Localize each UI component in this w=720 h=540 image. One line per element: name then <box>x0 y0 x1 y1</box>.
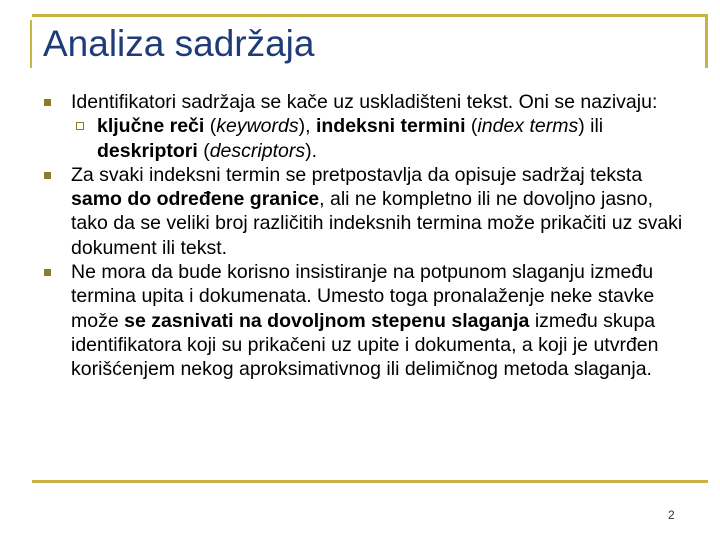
bullet-item <box>44 260 684 381</box>
bold-text: se zasnivati na dovoljnom stepenu slaganja <box>124 309 530 332</box>
slide-title: Analiza sadržaja <box>43 23 315 64</box>
text-run: , ali ne kompletno ili ne dovoljno jasno, tako da se veliki broj različitih indeksnih termina može prikačiti uz svaki dokument ili tekst. <box>71 188 683 259</box>
bullet-item <box>44 163 684 260</box>
bold-text: samo do određene granice <box>71 188 320 211</box>
bold-text: indeksni termini <box>315 115 466 138</box>
page-number: 2 <box>668 508 675 522</box>
text-run: ( <box>197 139 210 162</box>
bullet-text <box>71 261 659 380</box>
square-bullet-icon <box>44 99 51 106</box>
bullet-item <box>44 90 684 163</box>
sub-bullet-item <box>71 114 684 163</box>
italic-text: index terms <box>477 115 579 138</box>
bullet-text <box>71 164 682 259</box>
italic-text: keywords <box>216 115 299 138</box>
text-run: Ne mora da bude korisno insistiranje na potpunom slaganju između termina upita i dokumenata. Umesto toga pronalaženje neke stavke može <box>71 261 655 332</box>
text-run: ) ili <box>578 115 604 138</box>
slide-body <box>44 90 684 382</box>
bold-text: ključne reči <box>97 115 205 138</box>
bold-text: deskriptori <box>97 139 198 162</box>
text-run: između skupa identifikatora koji su prikačeni uz upite i dokumenta, a koji je utvrđen korišćenjem nekog aproksimativnog ili delimičnog metoda slaganja. <box>71 309 659 381</box>
text-run: ), <box>298 115 316 138</box>
italic-text: descriptors <box>209 139 306 162</box>
text-run: Za svaki indeksni termin se pretpostavlja da opisuje sadržaj teksta <box>71 163 643 186</box>
left-rule <box>30 20 32 68</box>
bullet-text <box>71 91 657 113</box>
right-rule <box>705 14 708 68</box>
sub-bullet-text <box>97 115 603 161</box>
text-run: ). <box>305 139 317 162</box>
text-run: ( <box>204 115 217 138</box>
top-rule <box>32 14 708 17</box>
square-bullet-icon <box>44 172 51 179</box>
square-bullet-icon <box>44 269 51 276</box>
hollow-square-bullet-icon <box>76 122 84 130</box>
bottom-rule <box>32 480 708 483</box>
text-run: Identifikatori sadržaja se kače uz uskladišteni tekst. Oni se nazivaju: <box>71 91 658 113</box>
text-run: ( <box>465 115 478 138</box>
